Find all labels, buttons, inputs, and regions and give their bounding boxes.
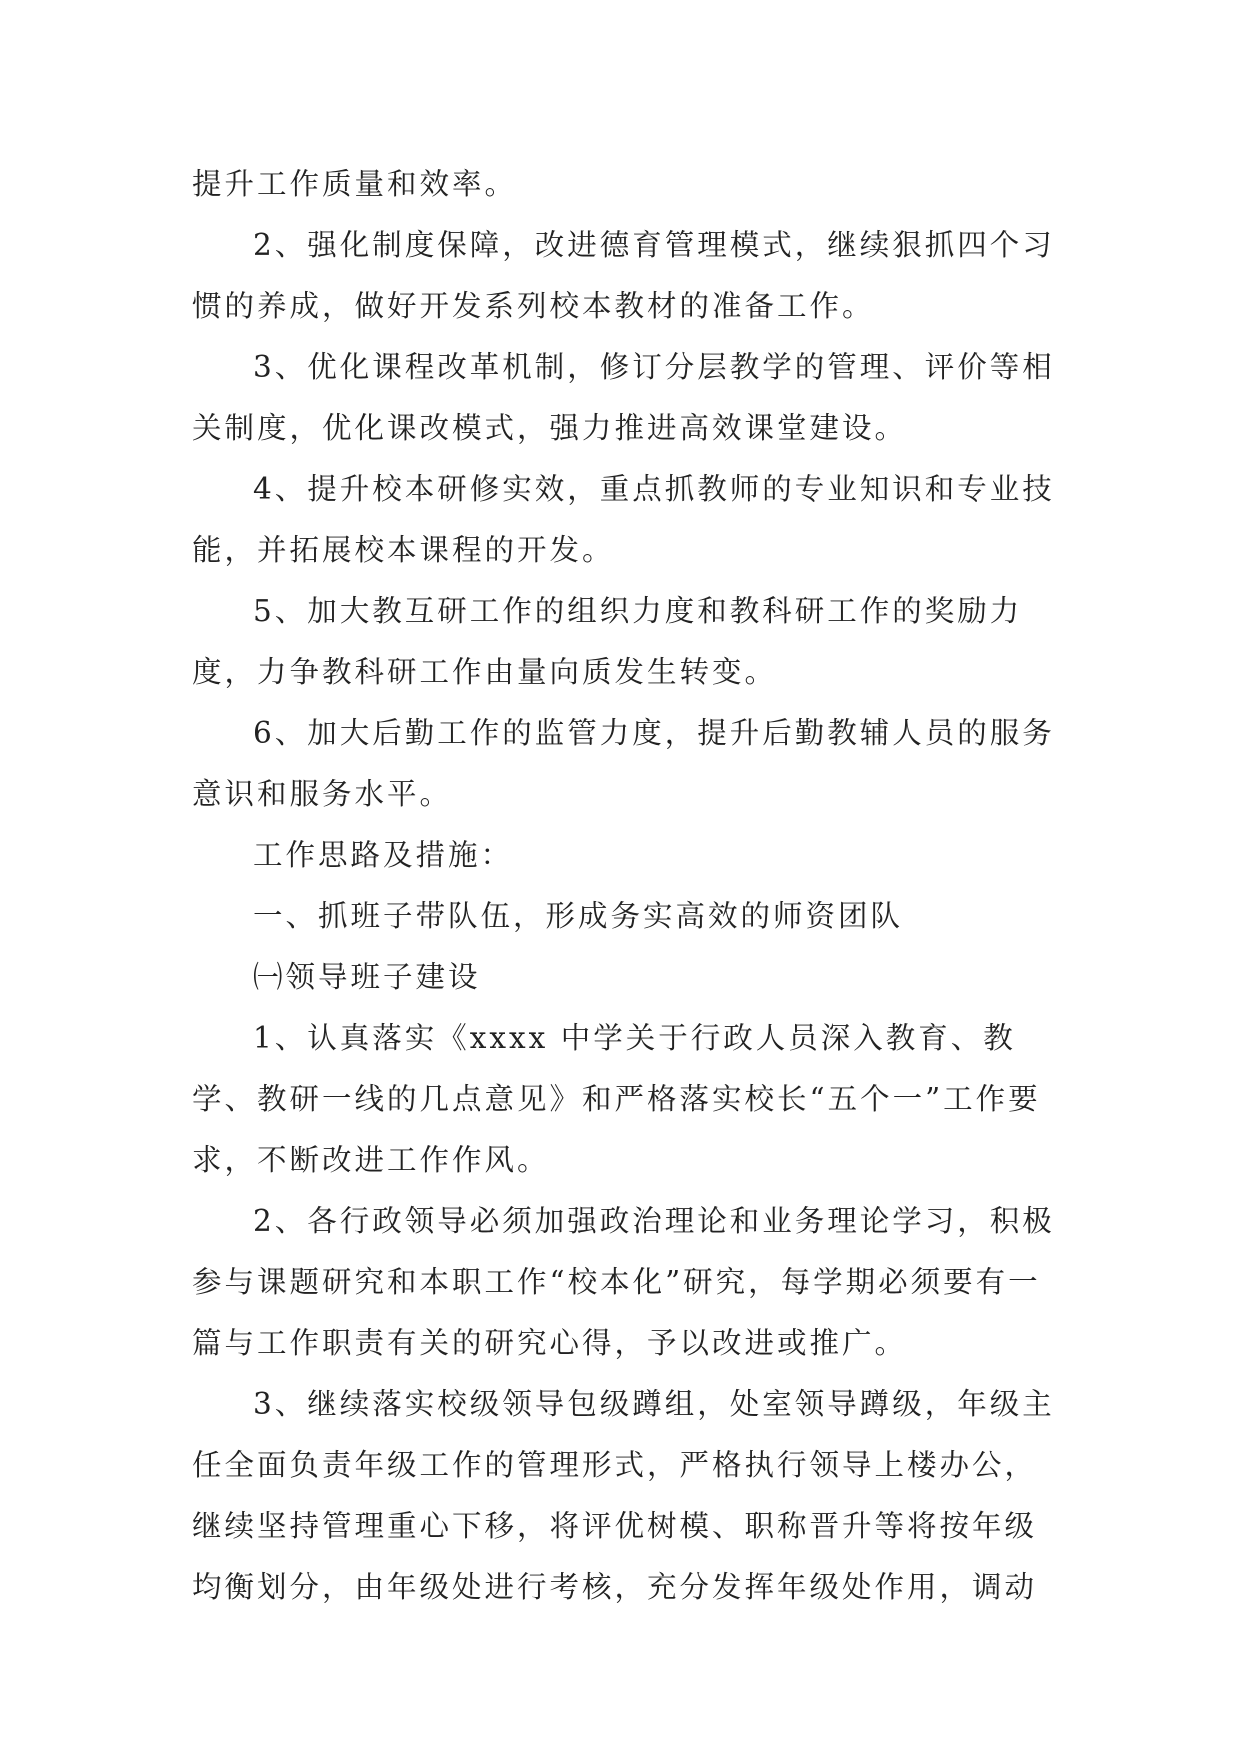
document-body	[192, 154, 1062, 1618]
paragraph-3: 3、优化课程改革机制，修订分层教学的管理、评价等相关制度，优化课改模式，强力推进高效课堂建设。	[192, 350, 1055, 445]
section-heading-approach: 工作思路及措施：	[253, 838, 514, 872]
paragraph-9: 3、继续落实校级领导包级蹲组，处室领导蹲级，年级主任全面负责年级工作的管理形式，严格执行领导上楼办公，继续坚持管理重心下移，将评优树模、职称晋升等将按年级均衡划分，由年级处进行考核，充分发挥年级处作用，调动	[192, 1387, 1055, 1604]
paragraph-7: 1、认真落实《xxxx 中学关于行政人员深入教育、教学、教研一线的几点意见》和严格落实校长“五个一”工作要求，不断改进工作作风。	[192, 1021, 1041, 1177]
section-heading-one: 一、抓班子带队伍，形成务实高效的师资团队	[253, 899, 904, 933]
paragraph-8: 2、各行政领导必须加强政治理论和业务理论学习，积极参与课题研究和本职工作“校本化”研究，每学期必须要有一篇与工作职责有关的研究心得，予以改进或推广。	[192, 1204, 1055, 1360]
paragraph-4: 4、提升校本研修实效，重点抓教师的专业知识和专业技能，并拓展校本课程的开发。	[192, 472, 1055, 567]
paragraph-6: 6、加大后勤工作的监管力度，提升后勤教辅人员的服务意识和服务水平。	[192, 716, 1055, 811]
subsection-heading-leadership: ㈠领导班子建设	[253, 960, 481, 994]
paragraph-1: 提升工作质量和效率。	[192, 167, 518, 201]
paragraph-2: 2、强化制度保障，改进德育管理模式，继续狠抓四个习惯的养成，做好开发系列校本教材的准备工作。	[192, 228, 1055, 323]
paragraph-5: 5、加大教互研工作的组织力度和教科研工作的奖励力度，力争教科研工作由量向质发生转变。	[192, 594, 1023, 689]
